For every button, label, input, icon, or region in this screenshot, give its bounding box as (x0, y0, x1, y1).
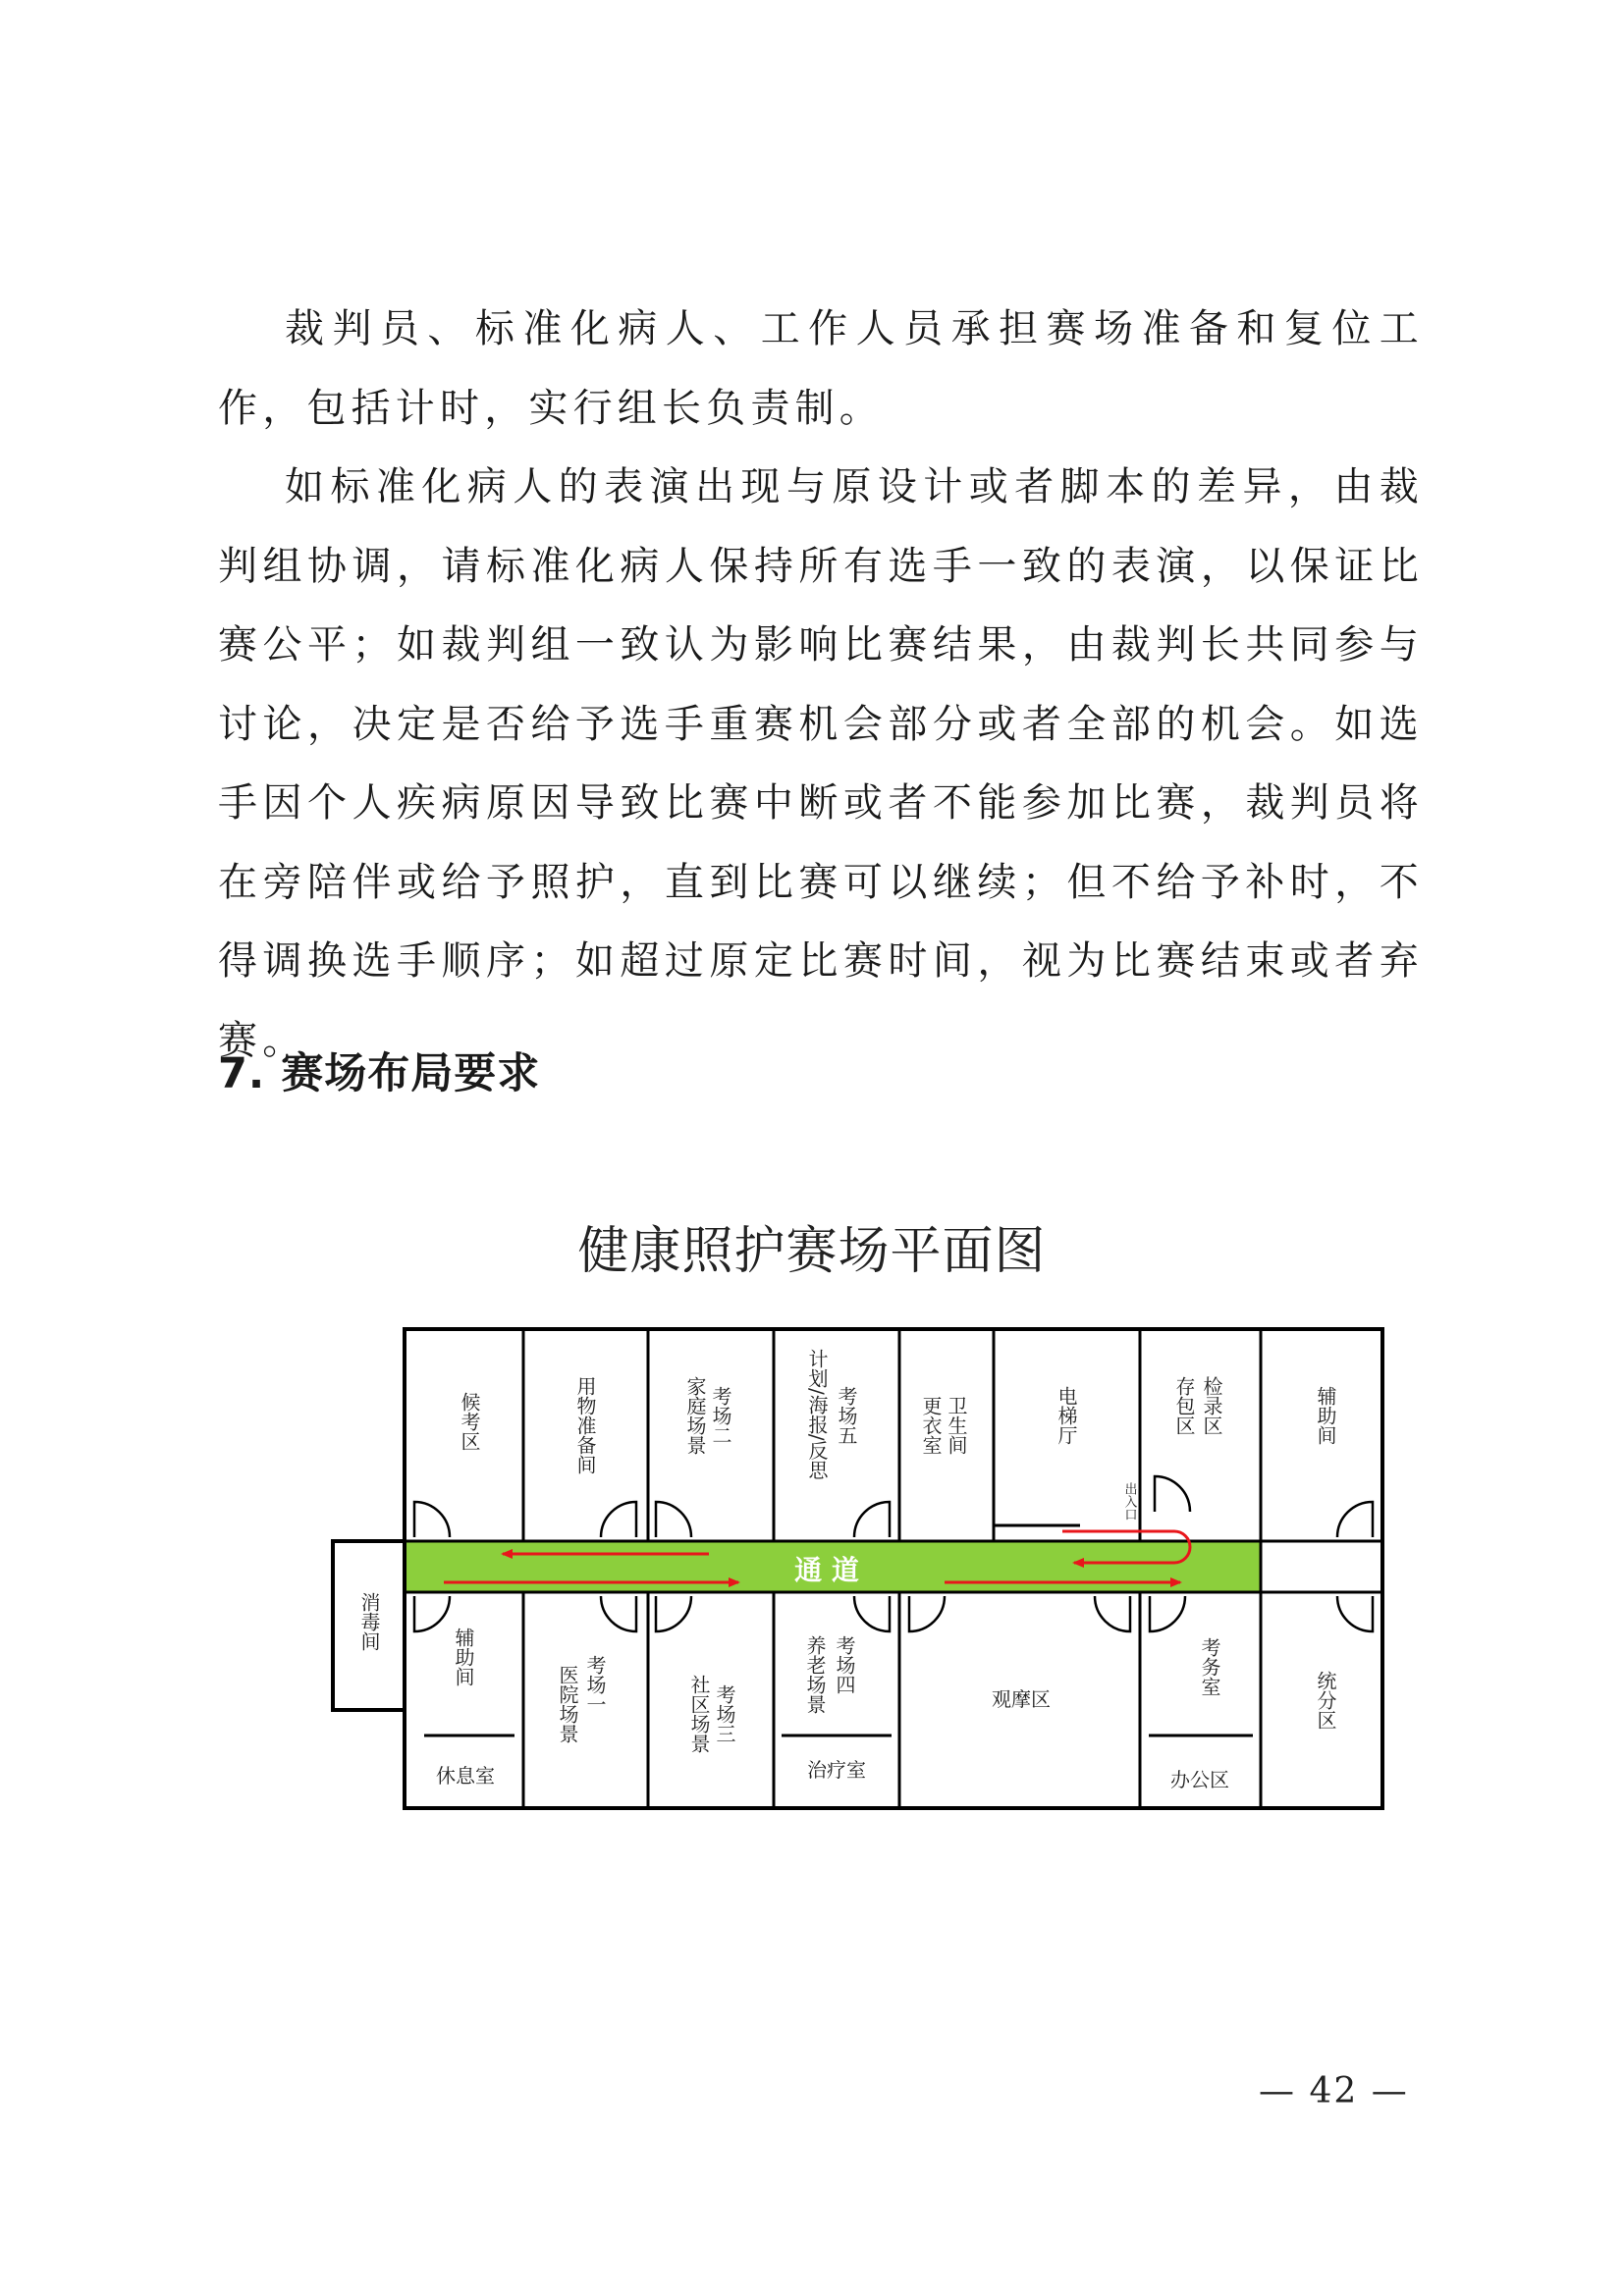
room-lounge: 休息室 (436, 1764, 495, 1788)
room-exam1-scene: 医院场景 (556, 1665, 579, 1743)
section-heading: 7. 赛场布局要求 (218, 1049, 541, 1098)
entrance-label: 出入口 (1121, 1482, 1137, 1521)
paragraph-1: 裁判员、标准化病人、工作人员承担赛场准备和复位工作，包括计时，实行组长负责制。 (218, 306, 1424, 431)
room-observation: 观摩区 (992, 1687, 1051, 1711)
room-scoring: 统分区 (1314, 1671, 1337, 1730)
room-exam4-name: 考场四 (833, 1635, 856, 1694)
room-treatment: 治疗室 (807, 1758, 866, 1782)
room-exam2-scene: 家庭场景 (683, 1376, 707, 1455)
page-number: — 42 — (1259, 2071, 1409, 2111)
room-examoffice: 考务室 (1198, 1637, 1221, 1696)
paragraph-2: 如标准化病人的表演出现与原设计或者脚本的差异，由裁判组协调，请标准化病人保持所有选手一致的表演，以保证比赛公平；如裁判组一致认为影响比赛结果，由裁判长共同参与讨论，决定是否给予选手重赛机会部分或者全部的机会。如选手因个人疾病原因导致比赛中断或者不能参加比赛，裁判员将在旁陪伴或给予照护，直到比赛可以继续；但不给予补时，不得调换选手顺序；如超过原定比赛时间，视为比赛结束或者弃赛。 (218, 464, 1424, 1063)
room-exam3-scene: 社区场景 (687, 1675, 711, 1753)
room-restroom: 卫生间 (945, 1396, 968, 1455)
room-exam3-name: 考场三 (713, 1684, 736, 1743)
room-exam2-name: 考场二 (709, 1386, 732, 1445)
room-exam1-name: 考场一 (583, 1655, 607, 1714)
figure-title: 健康照护赛场平面图 (577, 1222, 1047, 1281)
room-disinfect: 消毒间 (357, 1592, 381, 1651)
room-checkin: 检录区 (1200, 1376, 1223, 1435)
room-aux-top: 辅助间 (1314, 1386, 1337, 1445)
room-exam5-name: 考场五 (835, 1386, 858, 1445)
room-exam5-scene: 计划/海报/反思 (805, 1349, 829, 1480)
room-changing: 更衣室 (919, 1396, 943, 1455)
corridor-label: 通 道 (794, 1554, 859, 1586)
room-aux-bottom: 辅助间 (452, 1628, 475, 1686)
room-supplies: 用物准备间 (573, 1376, 597, 1474)
room-elevator: 电梯厅 (1055, 1386, 1078, 1445)
room-storage: 存包区 (1172, 1376, 1196, 1435)
room-exam4-scene: 养老场景 (803, 1635, 827, 1714)
room-waiting: 候考区 (458, 1392, 481, 1451)
room-office: 办公区 (1170, 1768, 1229, 1791)
